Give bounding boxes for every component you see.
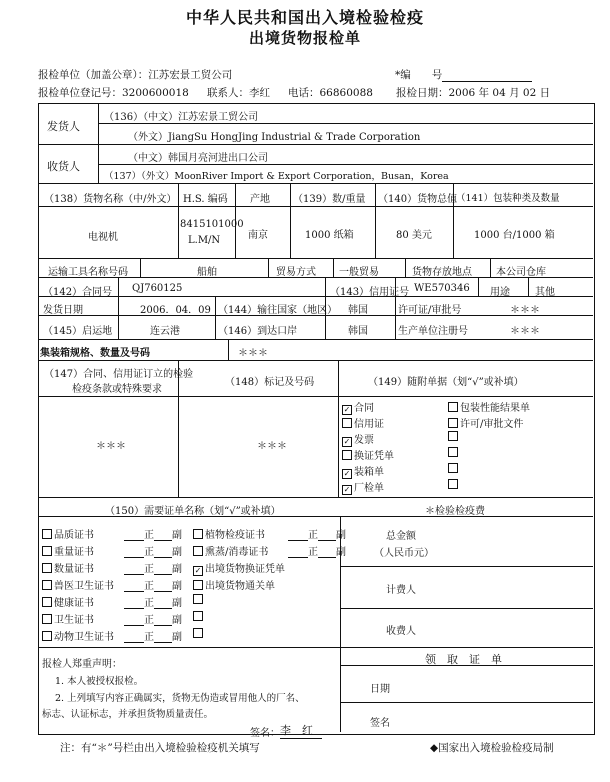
page-title: 中华人民共和国出入境检验检疫	[185, 8, 424, 27]
number-row	[395, 67, 532, 82]
checkbox-label: 植物检疫证书	[205, 530, 265, 541]
goods-package[interactable]: 1000 台/1000 箱	[474, 230, 555, 241]
contract-label: （142）合同号	[43, 287, 113, 298]
declaration-title: 报检人郑重声明：	[42, 659, 122, 670]
cert-item	[42, 577, 182, 592]
checkbox-label: 发票	[354, 435, 374, 446]
attached-doc-item	[342, 463, 384, 479]
copies-field[interactable]: 正 副	[124, 543, 182, 558]
declaration-line3: 标志、认证标志，并承担货物质量责任。	[42, 709, 214, 720]
cert-item	[42, 628, 182, 643]
checkbox[interactable]	[448, 479, 458, 489]
checkbox-label: 出境货物换证凭单	[205, 564, 285, 575]
usage-value[interactable]: 其他	[535, 287, 555, 298]
checkbox[interactable]	[193, 546, 203, 556]
phone-row	[288, 85, 373, 100]
checkbox-label: 包装性能结果单	[460, 403, 530, 414]
fee-header: ＊检验检疫费	[425, 506, 485, 517]
dest-country-value[interactable]: 韩国	[348, 305, 368, 316]
date-label: 报检日期：	[396, 87, 449, 99]
applicant-row	[38, 67, 232, 82]
cert-item	[42, 543, 182, 558]
transport-tool-value[interactable]: 船舶	[197, 267, 217, 278]
checkbox[interactable]	[448, 402, 458, 412]
checkbox[interactable]	[42, 563, 52, 573]
shipper-en[interactable]: （外文）JiangSu HongJing Industrial & Trade Corporation	[128, 132, 421, 143]
attached-doc-item	[448, 431, 460, 443]
copies-field[interactable]: 正 副	[288, 526, 346, 541]
checkbox[interactable]	[193, 580, 203, 590]
checkbox-label: 重量证书	[54, 547, 94, 558]
cert-item	[193, 577, 275, 592]
shipper-label: 发货人	[47, 120, 80, 133]
producer-value[interactable]: ＊＊＊	[510, 326, 540, 337]
date-value[interactable]: 2006 年 04 月 02 日	[448, 87, 551, 99]
license-label: 许可证/审批号	[398, 305, 462, 316]
declarant-sign-value[interactable]: 李 红	[280, 722, 322, 739]
goods-header-value: （140）货物总值	[378, 194, 458, 205]
cert-item	[42, 560, 182, 575]
copies-field[interactable]: 正 副	[124, 526, 182, 541]
copies-field[interactable]: 正 副	[124, 628, 182, 643]
attached-doc-item	[448, 399, 530, 414]
checkbox-label: 动物卫生证书	[54, 632, 114, 643]
cert-item	[193, 611, 205, 623]
form-title: 出境货物报检单	[248, 29, 361, 47]
req-147-line1: （147）合同、信用证订立的检验	[44, 369, 194, 380]
cert-item	[193, 543, 346, 558]
contact-row	[207, 85, 270, 100]
receipt-date-label: 日期	[370, 684, 390, 695]
declarant-signature-row	[250, 722, 322, 739]
checkbox-label: 卫生证书	[54, 615, 94, 626]
phone-label: 电话：	[288, 87, 320, 99]
req-147-value[interactable]: ＊＊＊	[96, 441, 126, 452]
checkbox[interactable]	[448, 418, 458, 428]
contract-value[interactable]: QJ760125	[132, 283, 183, 294]
checkbox-label: 熏蒸/消毒证书	[205, 547, 269, 558]
trade-mode-label: 贸易方式	[276, 267, 316, 278]
consignee-en[interactable]: （137）（外文）MoonRiver Import & Export Corporation，Busan，Korea	[104, 171, 449, 182]
cert-item	[42, 594, 182, 609]
checkbox[interactable]	[342, 418, 352, 428]
container-value[interactable]: ＊＊＊	[238, 348, 268, 359]
cert-item	[193, 628, 205, 640]
lc-label: （143）信用证号	[330, 287, 410, 298]
checkbox[interactable]	[193, 628, 203, 638]
checkbox[interactable]	[42, 614, 52, 624]
reg-value[interactable]: 3200600018	[122, 87, 189, 99]
lc-value[interactable]: WE570346	[414, 283, 470, 294]
arrive-value[interactable]: 韩国	[348, 326, 368, 337]
contact-value[interactable]: 李红	[249, 87, 270, 99]
number-field[interactable]	[442, 69, 532, 82]
goods-quantity[interactable]: 1000 纸箱	[305, 230, 354, 241]
arrive-label: （146）到达口岸	[218, 326, 298, 337]
container-label: 集装箱规格、数量及号码	[40, 348, 150, 359]
goods-header-hs: H.S. 编码	[183, 194, 228, 205]
attached-doc-item	[448, 415, 523, 430]
checkbox-label: 数量证书	[54, 564, 94, 575]
cert-item	[193, 594, 205, 606]
req-149-header: （149）随附单据（划“√”或补填）	[368, 377, 524, 388]
checkbox[interactable]	[448, 431, 458, 441]
attached-doc-item	[342, 399, 374, 415]
total-amount-label: 总金额	[386, 531, 416, 542]
ship-date-label: 发货日期	[43, 305, 83, 316]
checkbox-label: 信用证	[354, 419, 384, 430]
checkbox[interactable]	[342, 450, 352, 460]
consignee-label: 收货人	[47, 160, 80, 173]
req-148-value[interactable]: ＊＊＊	[257, 441, 287, 452]
checkbox-label: 装箱单	[354, 467, 384, 478]
attached-doc-item	[342, 447, 394, 462]
checkbox[interactable]	[193, 529, 203, 539]
checkbox-label: 合同	[354, 403, 374, 414]
goods-hs-code[interactable]: 8415101000	[180, 219, 244, 230]
checkbox[interactable]: ✓	[343, 485, 351, 494]
registration-row	[38, 85, 189, 100]
goods-header-quantity: （139）数/重量	[293, 194, 366, 205]
ship-date-value[interactable]: 2006．04．09	[140, 305, 211, 316]
goods-header-origin: 产地	[250, 194, 270, 205]
depart-label: （145）启运地	[43, 326, 113, 337]
attached-doc-item	[448, 463, 460, 475]
reg-label: 报检单位登记号：	[38, 87, 122, 99]
copies-field[interactable]: 正 副	[124, 594, 182, 609]
checkbox[interactable]: ✓	[194, 566, 202, 575]
checkbox[interactable]	[42, 597, 52, 607]
shipper-cn[interactable]: （136）（中文）江苏宏景工贸公司	[104, 112, 259, 123]
date-row	[396, 85, 550, 100]
checkbox-label: 许可/审批文件	[460, 419, 524, 430]
checkbox[interactable]: ✓	[343, 469, 351, 478]
transport-tool-label: 运输工具名称号码	[48, 267, 128, 278]
req-148-header: （148）标记及号码	[225, 377, 315, 388]
receipt-title: 领 取 证 单	[425, 653, 502, 666]
attached-doc-item	[448, 447, 460, 459]
producer-label: 生产单位注册号	[398, 326, 468, 337]
footer-note: 注：有“＊”号栏由出入境检验检疫机关填写	[60, 742, 260, 754]
goods-origin[interactable]: 南京	[248, 230, 268, 241]
cert-item	[193, 526, 346, 541]
checkbox[interactable]	[42, 580, 52, 590]
goods-value[interactable]: 80 美元	[396, 230, 432, 241]
checkbox[interactable]	[193, 594, 203, 604]
applicant-value[interactable]: 江苏宏景工贸公司	[148, 69, 233, 81]
checkbox[interactable]	[193, 611, 203, 621]
storage-label: 货物存放地点	[412, 267, 472, 278]
checkbox[interactable]	[42, 546, 52, 556]
cert-header: （150）需要证单名称（划“√”或补填）	[105, 506, 281, 517]
checkbox-label: 换证凭单	[354, 451, 394, 462]
number-label: *编 号	[395, 69, 443, 81]
checkbox[interactable]: ✓	[343, 405, 351, 414]
attached-doc-item	[448, 479, 460, 491]
copies-field[interactable]: 正 副	[288, 543, 346, 558]
checkbox-label: 品质证书	[54, 530, 94, 541]
goods-header-package: （141）包装种类及数量	[456, 193, 560, 204]
phone-value[interactable]: 66860088	[319, 87, 373, 99]
applicant-label: 报检单位（加盖公章）：	[38, 69, 149, 81]
goods-name[interactable]: 电视机	[88, 232, 118, 243]
usage-label: 用途	[490, 287, 510, 298]
copies-field[interactable]: 正 副	[124, 577, 182, 592]
total-amount-label-rmb: （人民币元）	[374, 548, 434, 559]
attached-doc-item	[342, 479, 384, 495]
cert-item	[42, 611, 182, 626]
checkbox-label: 兽医卫生证书	[54, 581, 114, 592]
checkbox[interactable]	[448, 447, 458, 457]
footer-maker: ◆国家出入境检验检疫局制	[430, 742, 554, 754]
license-value[interactable]: ＊＊＊	[510, 305, 540, 316]
cert-item	[193, 560, 285, 576]
trade-mode-value[interactable]: 一般贸易	[339, 267, 379, 278]
copies-field[interactable]: 正 副	[124, 560, 182, 575]
calc-person-label: 计费人	[386, 585, 416, 596]
checkbox[interactable]	[42, 631, 52, 641]
contact-label: 联系人：	[207, 87, 249, 99]
checkbox[interactable]: ✓	[343, 437, 351, 446]
checkbox[interactable]	[448, 463, 458, 473]
copies-field[interactable]: 正 副	[124, 611, 182, 626]
collect-person-label: 收费人	[386, 626, 416, 637]
goods-hs-sub: L.M/N	[188, 235, 221, 246]
req-147-line2: 检疫条款或特殊要求	[72, 384, 162, 395]
checkbox-label: 厂检单	[354, 483, 384, 494]
consignee-cn[interactable]: （中文）韩国月亮河进出口公司	[128, 153, 268, 164]
declarant-sign-label: 签名：	[250, 728, 280, 739]
cert-item	[42, 526, 182, 541]
checkbox[interactable]	[42, 529, 52, 539]
receipt-sign-label: 签名	[370, 718, 390, 729]
goods-header-name: （138）货物名称（中/外文）	[44, 194, 177, 205]
checkbox-label: 健康证书	[54, 598, 94, 609]
attached-doc-item	[342, 431, 374, 447]
dest-country-label: （144）输往国家（地区）	[218, 305, 338, 316]
declaration-line1: 1. 本人被授权报检。	[55, 676, 144, 687]
checkbox-label: 出境货物通关单	[205, 581, 275, 592]
storage-value[interactable]: 本公司仓库	[496, 267, 546, 278]
declaration-line2: 2. 上列填写内容正确属实，货物无伪造或冒用他人的厂名、	[55, 693, 305, 704]
depart-value[interactable]: 连云港	[150, 326, 180, 337]
attached-doc-item	[342, 415, 384, 430]
